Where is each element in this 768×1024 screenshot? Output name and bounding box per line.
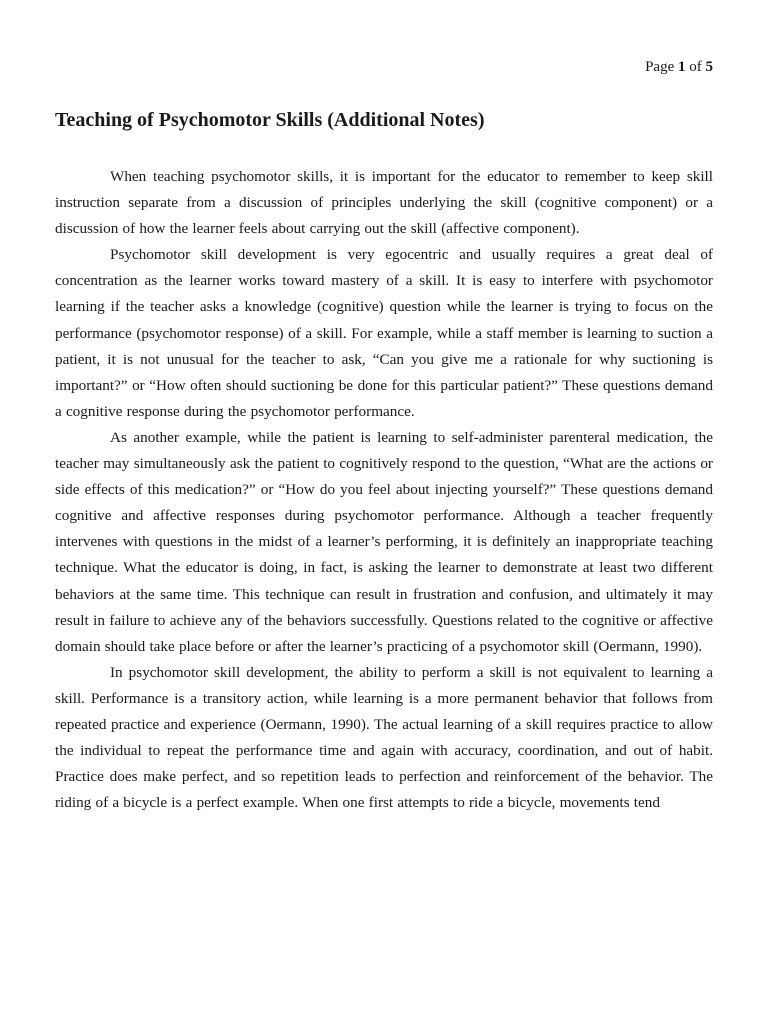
page-number-separator: of <box>689 59 702 75</box>
body-text <box>55 164 713 816</box>
page-number-total: 5 <box>705 59 713 75</box>
page-number-prefix: Page <box>645 59 675 75</box>
paragraph-4: In psychomotor skill development, the ability to perform a skill is not equivalent to learning a skill. Performance is a transitory action, while learning is a more permanent behavior that follows from repeated practice and experience (Oermann, 1990). The actual learning of a skill requires practice to allow the individual to repeat the performance time and again with accuracy, coordination, and out of habit. Practice does make perfect, and so repetition leads to perfection and reinforcement of the behavior. The riding of a bicycle is a perfect example. When one first attempts to ride a bicycle, movements tend <box>55 663 713 812</box>
page-number-current: 1 <box>678 59 686 75</box>
paragraph-3: As another example, while the patient is learning to self-administer parenteral medication, the teacher may simultaneously ask the patient to cognitively respond to the question, “What are the actions or side effects of this medication?” or “How do you feel about injecting yourself?” These questions demand cognitive and affective responses during psychomotor performance. Although a teacher frequently intervenes with questions in the midst of a learner’s performing, it is definitely an inappropriate teaching technique. What the educator is doing, in fact, is asking the learner to demonstrate at least two different behaviors at the same time. This technique can result in frustration and confusion, and ultimately it may result in failure to achieve any of the behaviors successfully. Questions related to the cognitive or affective domain should take place before or after the learner’s practicing of a psychomotor skill (Oermann, 1990). <box>55 428 713 655</box>
document-title: Teaching of Psychomotor Skills (Additional Notes) <box>55 109 485 131</box>
page-number <box>645 57 713 77</box>
paragraph-1: When teaching psychomotor skills, it is important for the educator to remember to keep skill instruction separate from a discussion of principles underlying the skill (cognitive component) or a discussion of how the learner feels about carrying out the skill (affective component). <box>55 168 713 238</box>
paragraph-2: Psychomotor skill development is very egocentric and usually requires a great deal of concentration as the learner works toward mastery of a skill. It is easy to interfere with psychomotor learning if the teacher asks a knowledge (cognitive) question while the learner is trying to focus on the performance (psychomotor response) of a skill. For example, while a staff member is learning to suction a patient, it is not unusual for the teacher to ask, “Can you give me a rationale for why suctioning is important?” or “How often should suctioning be done for this particular patient?” These questions demand a cognitive response during the psychomotor performance. <box>55 246 713 420</box>
